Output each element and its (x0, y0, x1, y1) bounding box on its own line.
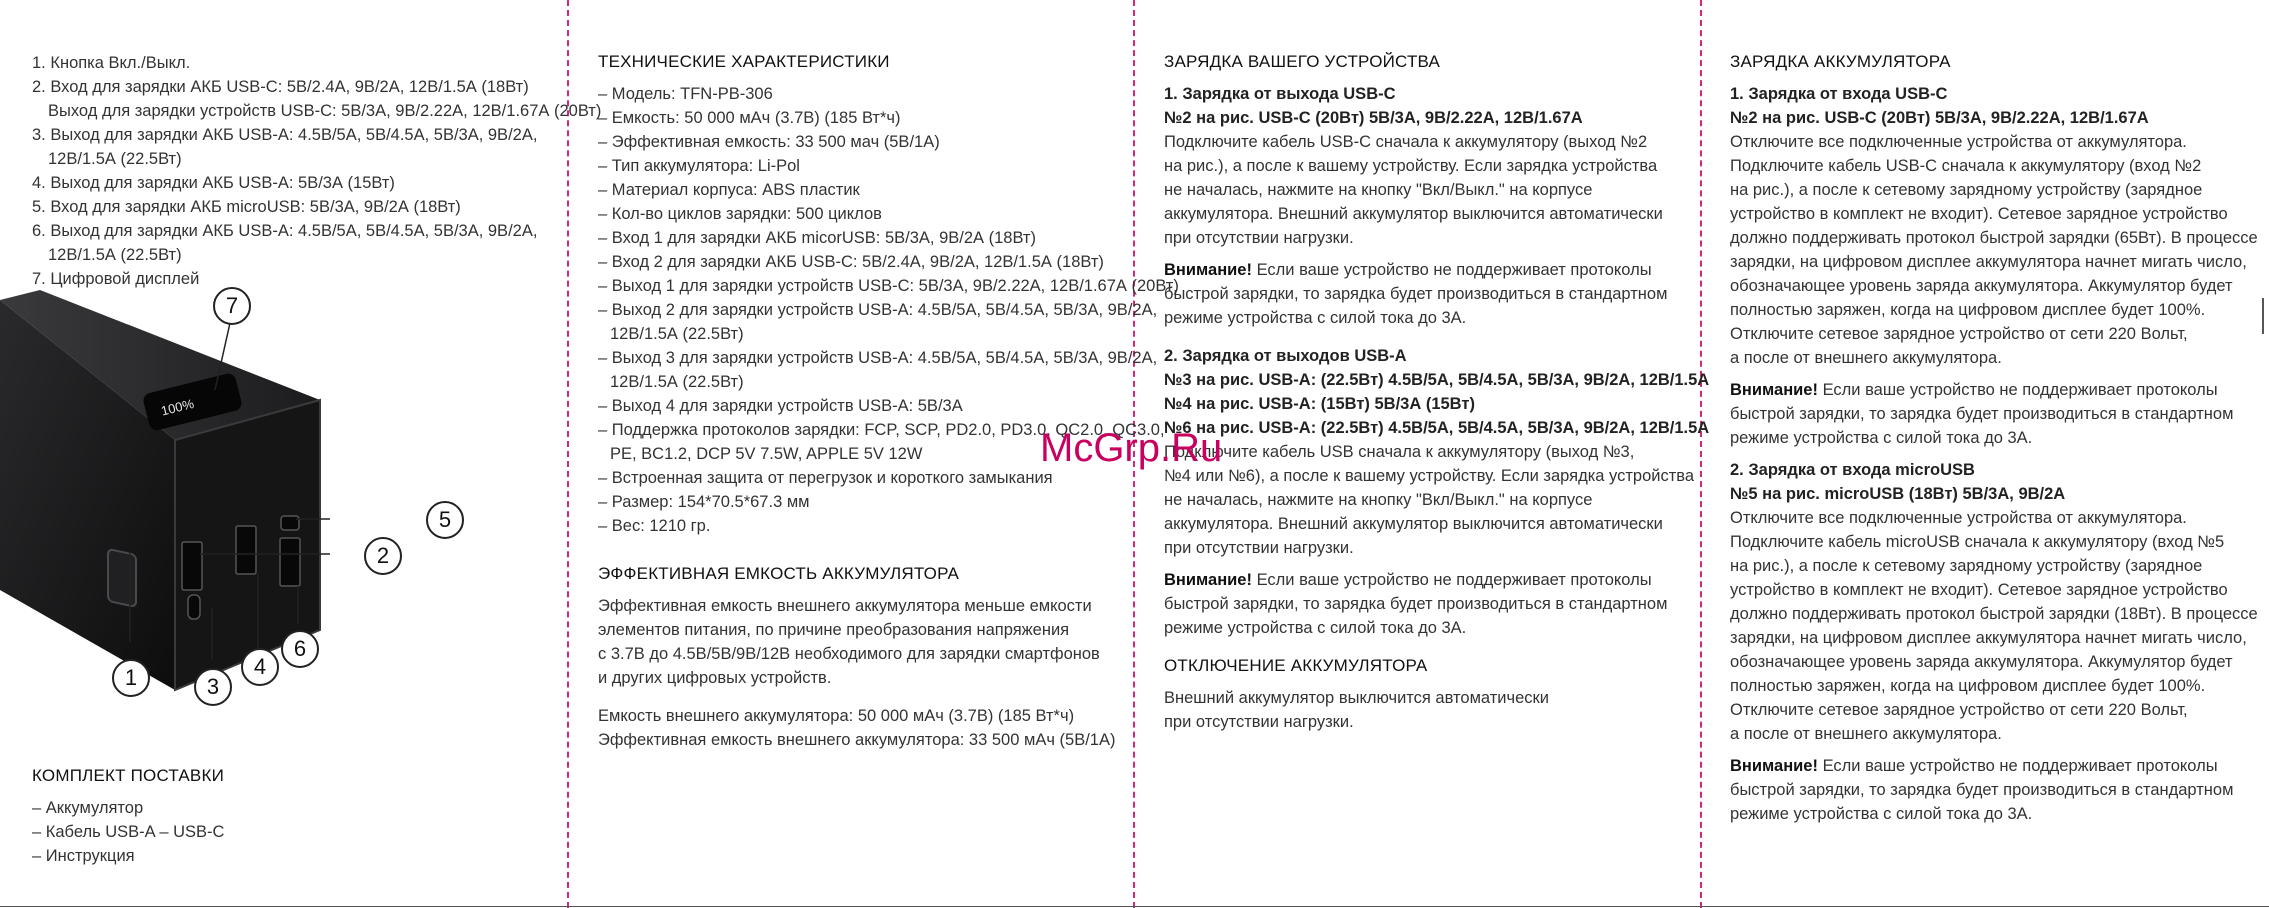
spec-item: – Выход 1 для зарядки устройств USB-C: 5В/3А, 9В/2.22А, 12В/1.67А (20Вт) (598, 277, 1179, 295)
section-heading: 2. Зарядка от выходов USB-A (1164, 347, 1407, 365)
section-heading: №4 на рис. USB-A: (15Вт) 5В/3А (15Вт) (1164, 395, 1475, 413)
paragraph-line: при отсутствии нагрузки. (1164, 229, 1354, 247)
spec-item: – Тип аккумулятора: Li-Pol (598, 157, 800, 175)
spec-item: – Материал корпуса: ABS пластик (598, 181, 860, 199)
spec-item: – Поддержка протоколов зарядки: FCP, SCP, PD2.0, PD3.0, QC2.0, QC3.0, (598, 421, 1165, 439)
kit-item: – Инструкция (32, 847, 135, 865)
warning-line: Внимание! Если ваше устройство не поддерживает протоколы (1164, 261, 1652, 279)
legend-item: 7. Цифровой дисплей (32, 270, 200, 288)
warning-line: быстрой зарядки, то зарядка будет производиться в стандартном (1730, 405, 2234, 423)
paragraph-line: Внешний аккумулятор выключится автоматически (1164, 689, 1549, 707)
spec-item: – Выход 3 для зарядки устройств USB-A: 4.5В/5А, 5В/4.5А, 5В/3А, 9В/2А, (598, 349, 1158, 367)
section-heading: №2 на рис. USB-C (20Вт) 5В/3А, 9В/2.22А, 12В/1.67А (1730, 109, 2149, 127)
effective-capacity-text: элементов питания, по причине преобразования напряжения (598, 621, 1070, 639)
callout-2: 2 (364, 537, 402, 575)
spec-item: – Модель: TFN-PB-306 (598, 85, 773, 103)
section-heading: №5 на рис. microUSB (18Вт) 5В/3А, 9В/2А (1730, 485, 2066, 503)
paragraph-line: устройство в комплект не входит). Сетевое зарядное устройство (1730, 581, 2228, 599)
kit-title: КОМПЛЕКТ ПОСТАВКИ (32, 766, 224, 785)
warning-line: быстрой зарядки, то зарядка будет производиться в стандартном (1164, 285, 1668, 303)
bottom-border (0, 906, 2269, 907)
power-button (108, 549, 136, 607)
warning-line: Внимание! Если ваше устройство не поддерживает протоколы (1730, 381, 2218, 399)
effective-capacity-text: Эффективная емкость внешнего аккумулятора меньше емкости (598, 597, 1092, 615)
paragraph-line: на рис.), а после к сетевому зарядному устройству (зарядное (1730, 557, 2203, 575)
warning-line: режиме устройства с силой тока до 3А. (1730, 805, 2033, 823)
paragraph-line: зарядки, на цифровом дисплее аккумулятора начнет мигать число, (1730, 629, 2247, 647)
shutdown-title: ОТКЛЮЧЕНИЕ АККУМУЛЯТОРА (1164, 656, 1428, 675)
warning-line: быстрой зарядки, то зарядка будет производиться в стандартном (1730, 781, 2234, 799)
paragraph-line: а после от внешнего аккумулятора. (1730, 725, 2002, 743)
effective-capacity-title: ЭФФЕКТИВНАЯ ЕМКОСТЬ АККУМУЛЯТОРА (598, 564, 960, 583)
spec-item: – Встроенная защита от перегрузок и короткого замыкания (598, 469, 1053, 487)
paragraph-line: должно поддерживать протокол быстрой зарядки (18Вт). В процессе (1730, 605, 2258, 623)
section-heading: 1. Зарядка от выхода USB-C (1164, 85, 1396, 103)
spec-item: – Выход 4 для зарядки устройств USB-A: 5В/3А (598, 397, 963, 415)
spec-item: – Эффективная емкость: 33 500 мач (5В/1А) (598, 133, 940, 151)
paragraph-line: обозначающее уровень заряда аккумулятора. Аккумулятор будет (1730, 277, 2233, 295)
usb-a-port-3 (182, 542, 202, 590)
paragraph-line: Подключите кабель USB-C сначала к аккумулятору (выход №2 (1164, 133, 1648, 151)
spec-item: – Кол-во циклов зарядки: 500 циклов (598, 205, 882, 223)
paragraph-line: не началась, нажмите на кнопку "Вкл/Выкл." на корпусе (1164, 181, 1593, 199)
paragraph-line: обозначающее уровень заряда аккумулятора. Аккумулятор будет (1730, 653, 2233, 671)
warning-label: Внимание! (1164, 261, 1252, 279)
kit-item: – Кабель USB-A – USB-C (32, 823, 225, 841)
warning-line: Внимание! Если ваше устройство не поддерживает протоколы (1730, 757, 2218, 775)
paragraph-line: аккумулятора. Внешний аккумулятор выключится автоматически (1164, 515, 1663, 533)
paragraph-line: Подключите кабель USB сначала к аккумулятору (выход №3, (1164, 443, 1635, 461)
legend-item: Выход для зарядки устройств USB-C: 5В/3А, 9В/2.22А, 12В/1.67А (20Вт) (48, 102, 602, 120)
effective-capacity-text: и других цифровых устройств. (598, 669, 832, 687)
paragraph-line: Отключите все подключенные устройства от аккумулятора. (1730, 133, 2187, 151)
paragraph-line: должно поддерживать протокол быстрой зарядки (65Вт). В процессе (1730, 229, 2258, 247)
spec-item: – Вес: 1210 гр. (598, 517, 711, 535)
warning-line: режиме устройства с силой тока до 3А. (1730, 429, 2033, 447)
legend-item: 4. Выход для зарядки АКБ USB-A: 5В/3А (15Вт) (32, 174, 395, 192)
warning-line: быстрой зарядки, то зарядка будет производиться в стандартном (1164, 595, 1668, 613)
section-heading: №2 на рис. USB-C (20Вт) 5В/3А, 9В/2.22А, 12В/1.67А (1164, 109, 1583, 127)
microusb-port-5 (281, 516, 299, 530)
callout-7: 7 (213, 287, 251, 325)
capacity-value: Емкость внешнего аккумулятора: 50 000 мАч (3.7В) (185 Вт*ч) (598, 707, 1075, 725)
watermark: McGrp.Ru (1040, 426, 1223, 470)
legend-item: 6. Выход для зарядки АКБ USB-A: 4.5В/5А, 5В/4.5А, 5В/3А, 9В/2А, (32, 222, 538, 240)
section-heading: 1. Зарядка от входа USB-C (1730, 85, 1948, 103)
paragraph-line: Отключите сетевое зарядное устройство от сети 220 Вольт, (1730, 325, 2188, 343)
legend-item: 5. Вход для зарядки АКБ microUSB: 5В/3А, 9В/2А (18Вт) (32, 198, 461, 216)
spec-item: – Вход 1 для зарядки АКБ micorUSB: 5В/3А, 9В/2А (18Вт) (598, 229, 1036, 247)
paragraph-line: Отключите все подключенные устройства от аккумулятора. (1730, 509, 2187, 527)
device-charging-title: ЗАРЯДКА ВАШЕГО УСТРОЙСТВА (1164, 52, 1441, 71)
paragraph-line: а после от внешнего аккумулятора. (1730, 349, 2002, 367)
spec-item: PE, BC1.2, DCP 5V 7.5W, APPLE 5V 12W (610, 445, 923, 463)
spec-item: 12В/1.5А (22.5Вт) (610, 325, 744, 343)
section-heading: 2. Зарядка от входа microUSB (1730, 461, 1975, 479)
usb-c-port-2 (188, 595, 200, 619)
callout-6: 6 (281, 630, 319, 668)
paragraph-line: полностью заряжен, когда на цифровом дисплее будет 100%. (1730, 301, 2206, 319)
display-text: 100% (159, 395, 196, 419)
paragraph-line: на рис.), а после к вашему устройству. Если зарядка устройства (1164, 157, 1658, 175)
column-device-charging (1164, 0, 1710, 908)
paragraph-line: Подключите кабель microUSB сначала к аккумулятору (вход №5 (1730, 533, 2225, 551)
callout-5: 5 (426, 501, 464, 539)
warning-label: Внимание! (1164, 571, 1252, 589)
spec-item: – Емкость: 50 000 мАч (3.7В) (185 Вт*ч) (598, 109, 901, 127)
paragraph-line: не началась, нажмите на кнопку "Вкл/Выкл." на корпусе (1164, 491, 1593, 509)
section-heading: №3 на рис. USB-A: (22.5Вт) 4.5В/5А, 5В/4.5А, 5В/3А, 9В/2А, 12В/1.5А (1164, 371, 1710, 389)
legend-item: 12В/1.5А (22.5Вт) (48, 150, 182, 168)
legend-item: 1. Кнопка Вкл./Выкл. (32, 54, 191, 72)
section-heading: №6 на рис. USB-A: (22.5Вт) 4.5В/5А, 5В/4.5А, 5В/3А, 9В/2А, 12В/1.5А (1164, 419, 1710, 437)
callout-4: 4 (241, 648, 279, 686)
paragraph-line: при отсутствии нагрузки. (1164, 713, 1354, 731)
capacity-value: Эффективная емкость внешнего аккумулятора: 33 500 мАч (5В/1А) (598, 731, 1116, 749)
spec-item: 12В/1.5А (22.5Вт) (610, 373, 744, 391)
column-battery-charging (1730, 0, 2260, 908)
battery-charging-title: ЗАРЯДКА АККУМУЛЯТОРА (1730, 52, 1951, 71)
warning-label: Внимание! (1730, 757, 1818, 775)
kit-item: – Аккумулятор (32, 799, 144, 817)
paragraph-line: устройство в комплект не входит). Сетевое зарядное устройство (1730, 205, 2228, 223)
warning-line: Внимание! Если ваше устройство не поддерживает протоколы (1164, 571, 1652, 589)
edge-mark (2262, 298, 2264, 334)
callout-1: 1 (112, 659, 150, 697)
warning-line: режиме устройства с силой тока до 3А. (1164, 619, 1467, 637)
usb-a-port-4 (236, 526, 256, 574)
paragraph-line: при отсутствии нагрузки. (1164, 539, 1354, 557)
warning-line: режиме устройства с силой тока до 3А. (1164, 309, 1467, 327)
legend-item: 12В/1.5А (22.5Вт) (48, 246, 182, 264)
warning-label: Внимание! (1730, 381, 1818, 399)
callout-3: 3 (194, 668, 232, 706)
spec-item: – Размер: 154*70.5*67.3 мм (598, 493, 810, 511)
spec-item: – Вход 2 для зарядки АКБ USB-C: 5В/2.4А, 9В/2А, 12В/1.5А (18Вт) (598, 253, 1104, 271)
paragraph-line: зарядки, на цифровом дисплее аккумулятора начнет мигать число, (1730, 253, 2247, 271)
paragraph-line: аккумулятора. Внешний аккумулятор выключится автоматически (1164, 205, 1663, 223)
paragraph-line: №4 или №6), а после к вашему устройству. Если зарядка устройства (1164, 467, 1695, 485)
legend-item: 3. Выход для зарядки АКБ USB-A: 4.5В/5А, 5В/4.5А, 5В/3А, 9В/2А, (32, 126, 538, 144)
legend-item: 2. Вход для зарядки АКБ USB-C: 5В/2.4А, 9В/2А, 12В/1.5А (18Вт) (32, 78, 529, 96)
specs-title: ТЕХНИЧЕСКИЕ ХАРАКТЕРИСТИКИ (598, 52, 890, 71)
spec-item: – Выход 2 для зарядки устройств USB-A: 4.5В/5А, 5В/4.5А, 5В/3А, 9В/2А, (598, 301, 1158, 319)
paragraph-line: полностью заряжен, когда на цифровом дисплее будет 100%. (1730, 677, 2206, 695)
effective-capacity-text: с 3.7В до 4.5В/5В/9В/12В необходимого для зарядки смартфонов (598, 645, 1100, 663)
paragraph-line: Отключите сетевое зарядное устройство от сети 220 Вольт, (1730, 701, 2188, 719)
paragraph-line: на рис.), а после к сетевому зарядному устройству (зарядное (1730, 181, 2203, 199)
paragraph-line: Подключите кабель USB-C сначала к аккумулятору (вход №2 (1730, 157, 2202, 175)
usb-a-port-6 (280, 538, 300, 586)
